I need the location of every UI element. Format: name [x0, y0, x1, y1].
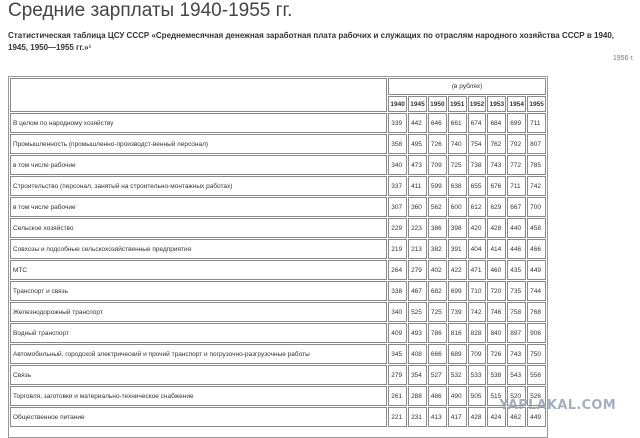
row-label-cell: Автомобильный, городской электрический и прочий транспорт и погрузочно-разгрузочные работы [10, 344, 387, 364]
value-cell: 337 [388, 176, 407, 196]
year-header-cell: 1950 [428, 96, 447, 112]
row-label-cell: Торговля, заготовки и материально-техническое снабжение [10, 386, 387, 406]
value-cell: 726 [487, 344, 506, 364]
value-cell: 785 [527, 155, 546, 175]
value-cell: 229 [388, 218, 407, 238]
value-cell: 221 [388, 407, 407, 427]
value-cell: 816 [448, 323, 467, 343]
row-label-cell: Транспорт и связь [10, 281, 387, 301]
value-cell: 638 [448, 176, 467, 196]
table-row [10, 386, 546, 406]
year-header-cell: 1955 [527, 96, 546, 112]
value-cell: 655 [468, 176, 487, 196]
value-cell: 700 [527, 197, 546, 217]
year-header-cell: 1951 [448, 96, 467, 112]
value-cell: 725 [448, 155, 467, 175]
value-cell: 428 [468, 407, 487, 427]
year-header-cell: 1954 [507, 96, 526, 112]
value-cell: 746 [487, 302, 506, 322]
value-cell: 520 [507, 386, 526, 406]
value-cell: 543 [507, 365, 526, 385]
value-cell: 792 [507, 134, 526, 154]
value-cell: 411 [408, 176, 427, 196]
table-row [10, 281, 546, 301]
value-cell: 599 [428, 176, 447, 196]
value-cell: 413 [428, 407, 447, 427]
value-cell: 735 [507, 281, 526, 301]
value-cell: 711 [527, 113, 546, 133]
value-cell: 279 [408, 260, 427, 280]
row-label-cell: Общественное питание [10, 407, 387, 427]
value-cell: 661 [448, 113, 467, 133]
value-cell: 612 [468, 197, 487, 217]
table-row [10, 344, 546, 364]
value-cell: 738 [468, 155, 487, 175]
value-cell: 435 [507, 260, 526, 280]
value-cell: 667 [507, 197, 526, 217]
row-label-cell: В целом по народному хозяйству [10, 113, 387, 133]
value-cell: 398 [448, 218, 467, 238]
table-row [10, 260, 546, 280]
value-cell: 674 [468, 113, 487, 133]
value-cell: 466 [527, 239, 546, 259]
value-cell: 386 [428, 218, 447, 238]
value-cell: 471 [468, 260, 487, 280]
value-cell: 710 [468, 281, 487, 301]
value-cell: 684 [487, 113, 506, 133]
value-cell: 449 [527, 260, 546, 280]
unit-label: (в рублях) [388, 78, 546, 95]
value-cell: 442 [408, 113, 427, 133]
value-cell: 404 [468, 239, 487, 259]
value-cell: 532 [448, 365, 467, 385]
table-header-blank-cell [10, 78, 387, 112]
value-cell: 486 [428, 386, 447, 406]
value-cell: 409 [388, 323, 407, 343]
value-cell: 629 [487, 197, 506, 217]
value-cell: 740 [448, 134, 467, 154]
value-cell: 219 [388, 239, 407, 259]
value-cell: 231 [408, 407, 427, 427]
value-cell: 646 [428, 113, 447, 133]
value-cell: 358 [388, 134, 407, 154]
value-cell: 750 [527, 344, 546, 364]
table-row [10, 218, 546, 238]
table-row [10, 365, 546, 385]
value-cell: 699 [507, 113, 526, 133]
value-cell: 897 [507, 323, 526, 343]
table-row [10, 176, 546, 196]
row-label-cell: Совхозы и подсобные сельскохозяйственные предприятия [10, 239, 387, 259]
year-header-cell: 1952 [468, 96, 487, 112]
value-cell: 264 [388, 260, 407, 280]
value-cell: 213 [408, 239, 427, 259]
value-cell: 422 [448, 260, 467, 280]
value-cell: 354 [408, 365, 427, 385]
value-cell: 526 [527, 386, 546, 406]
value-cell: 743 [487, 155, 506, 175]
value-cell: 768 [527, 302, 546, 322]
value-cell: 458 [527, 218, 546, 238]
value-cell: 414 [487, 239, 506, 259]
value-cell: 473 [408, 155, 427, 175]
value-cell: 758 [507, 302, 526, 322]
value-cell: 709 [468, 344, 487, 364]
salary-table-grid [9, 77, 547, 428]
value-cell: 340 [388, 155, 407, 175]
value-cell: 725 [428, 302, 447, 322]
value-cell: 682 [428, 281, 447, 301]
value-cell: 408 [408, 344, 427, 364]
table-row [10, 134, 546, 154]
value-cell: 345 [388, 344, 407, 364]
value-cell: 709 [428, 155, 447, 175]
value-cell: 307 [388, 197, 407, 217]
value-cell: 689 [448, 344, 467, 364]
site-watermark: YAPLAKAL.COM [499, 398, 616, 413]
value-cell: 382 [428, 239, 447, 259]
row-label-cell: Промышленность (промышленно-производст-венный персонал) [10, 134, 387, 154]
value-cell: 402 [428, 260, 447, 280]
value-cell: 699 [448, 281, 467, 301]
value-cell: 742 [527, 176, 546, 196]
value-cell: 676 [487, 176, 506, 196]
value-cell: 743 [507, 344, 526, 364]
value-cell: 720 [487, 281, 506, 301]
value-cell: 261 [388, 386, 407, 406]
page-title: Средние зарплаты 1940-1955 гг. [8, 0, 293, 21]
value-cell: 490 [448, 386, 467, 406]
table-row [10, 239, 546, 259]
table-row [10, 323, 546, 343]
value-cell: 754 [468, 134, 487, 154]
value-cell: 420 [468, 218, 487, 238]
value-cell: 440 [507, 218, 526, 238]
value-cell: 772 [507, 155, 526, 175]
year-header-cell: 1940 [388, 96, 407, 112]
value-cell: 744 [527, 281, 546, 301]
row-label-cell: Водный транспорт [10, 323, 387, 343]
value-cell: 428 [487, 218, 506, 238]
table-caption: Статистическая таблица ЦСУ СССР «Среднемесячная денежная заработная плата рабочих и служащих по отраслям народного хозяйства СССР в 1940, 1945, 1950—1955 гг.»¹ [8, 31, 615, 52]
source-year: 1956 г. [612, 55, 634, 62]
value-cell: 467 [408, 281, 427, 301]
value-cell: 360 [408, 197, 427, 217]
salary-table [8, 76, 548, 438]
value-cell: 495 [408, 134, 427, 154]
value-cell: 340 [388, 302, 407, 322]
value-cell: 906 [527, 323, 546, 343]
row-label-cell: в том числе рабочие [10, 155, 387, 175]
value-cell: 505 [468, 386, 487, 406]
row-label-cell: Связь [10, 365, 387, 385]
value-cell: 449 [527, 407, 546, 427]
row-label-cell: МТС [10, 260, 387, 280]
value-cell: 446 [507, 239, 526, 259]
value-cell: 223 [408, 218, 427, 238]
row-label-cell: Железнодорожный транспорт [10, 302, 387, 322]
row-label-cell: Строительство (персонал, занятый на строительно-монтажных работах) [10, 176, 387, 196]
value-cell: 742 [468, 302, 487, 322]
value-cell: 460 [487, 260, 506, 280]
value-cell: 807 [527, 134, 546, 154]
table-header-unit-row [10, 78, 546, 95]
value-cell: 527 [428, 365, 447, 385]
value-cell: 279 [388, 365, 407, 385]
value-cell: 525 [408, 302, 427, 322]
value-cell: 462 [507, 407, 526, 427]
value-cell: 762 [487, 134, 506, 154]
value-cell: 339 [388, 113, 407, 133]
value-cell: 538 [487, 365, 506, 385]
value-cell: 391 [448, 239, 467, 259]
year-header-cell: 1945 [408, 96, 427, 112]
row-label-cell: Сельское хозяйство [10, 218, 387, 238]
table-row [10, 302, 546, 322]
value-cell: 600 [448, 197, 467, 217]
value-cell: 786 [428, 323, 447, 343]
value-cell: 840 [487, 323, 506, 343]
year-header-cell: 1953 [487, 96, 506, 112]
value-cell: 493 [408, 323, 427, 343]
value-cell: 739 [448, 302, 467, 322]
value-cell: 424 [487, 407, 506, 427]
table-row [10, 407, 546, 427]
value-cell: 417 [448, 407, 467, 427]
value-cell: 533 [468, 365, 487, 385]
value-cell: 338 [388, 281, 407, 301]
value-cell: 711 [507, 176, 526, 196]
value-cell: 556 [527, 365, 546, 385]
value-cell: 828 [468, 323, 487, 343]
table-row [10, 197, 546, 217]
row-label-cell: в том числе рабочие [10, 197, 387, 217]
table-row [10, 155, 546, 175]
value-cell: 515 [487, 386, 506, 406]
value-cell: 726 [428, 134, 447, 154]
value-cell: 288 [408, 386, 427, 406]
value-cell: 562 [428, 197, 447, 217]
table-row [10, 113, 546, 133]
value-cell: 666 [428, 344, 447, 364]
